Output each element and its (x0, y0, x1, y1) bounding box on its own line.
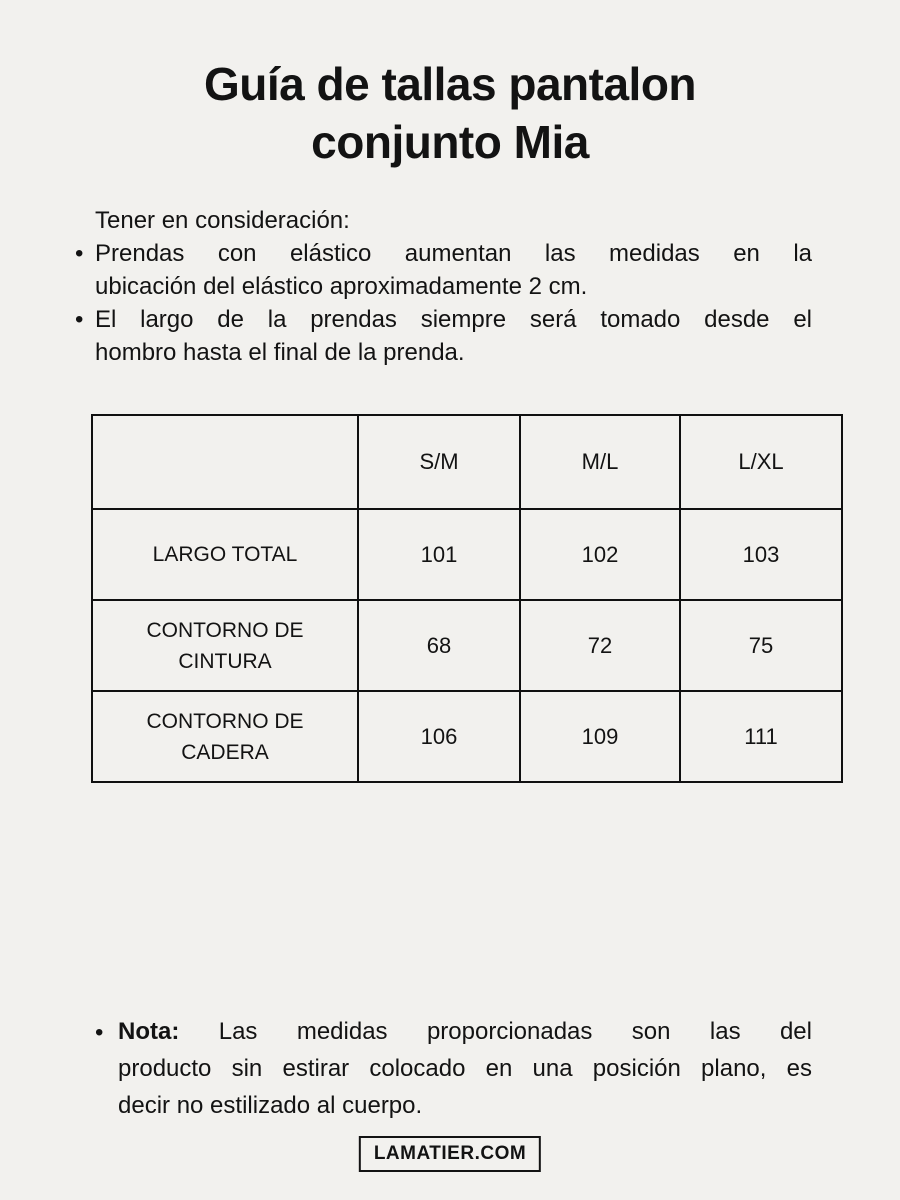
brand-badge (359, 1136, 541, 1172)
table-corner-cell (92, 415, 358, 509)
row-label-contorno-cintura (92, 600, 358, 691)
row-label-text: LARGO TOTAL (152, 543, 298, 566)
table-row-largo-total (92, 509, 842, 600)
bullet-icon: • (95, 1019, 104, 1046)
row-label-contorno-cadera (92, 691, 358, 782)
consideration-item-elastic (72, 237, 812, 303)
table-row-contorno-cintura (92, 600, 842, 691)
page-title-line-2: conjunto Mia (311, 116, 589, 168)
table-row-contorno-cadera (92, 691, 842, 782)
cell-cadera-ml: 109 (520, 691, 680, 782)
considerations-section (72, 204, 812, 369)
cell-cadera-sm: 106 (358, 691, 520, 782)
note-label: Nota: (118, 1018, 180, 1045)
brand-text: LAMATIER.COM (373, 1143, 527, 1164)
row-label-text: CONTORNO DE CINTURA (146, 618, 304, 673)
cell-cadera-lxl: 111 (680, 691, 842, 782)
considerations-list (72, 237, 812, 369)
cell-cintura-sm: 68 (358, 600, 520, 691)
page-title (0, 55, 900, 171)
column-header-sm: S/M (358, 415, 520, 509)
note-line-1-text: Las medidas proporcionadas son las del (218, 1018, 812, 1045)
row-label-largo-total (92, 509, 358, 600)
consideration-item-length (72, 303, 812, 369)
table-header-row (92, 415, 842, 509)
note-line-1 (118, 1013, 812, 1050)
cell-cintura-lxl: 75 (680, 600, 842, 691)
bullet-icon: • (75, 240, 84, 267)
consideration-item-elastic-line-2: ubicación del elástico aproximadamente 2 cm. (95, 273, 588, 300)
row-label-text: CONTORNO DE CADERA (146, 709, 304, 764)
consideration-item-length-line-2: hombro hasta el final de la prenda. (95, 339, 465, 366)
cell-largo-ml: 102 (520, 509, 680, 600)
note-line-3: decir no estilizado al cuerpo. (118, 1092, 423, 1119)
cell-largo-sm: 101 (358, 509, 520, 600)
size-guide-table (91, 414, 843, 783)
column-header-lxl: L/XL (680, 415, 842, 509)
note-section (95, 1013, 812, 1124)
column-header-ml: M/L (520, 415, 680, 509)
note-line-2: producto sin estirar colocado en una posición plano, es (118, 1055, 812, 1082)
page-title-line-1: Guía de tallas pantalon (203, 58, 697, 110)
consideration-item-elastic-line-1: Prendas con elástico aumentan las medidas en la (95, 240, 812, 267)
bullet-icon: • (75, 306, 84, 333)
cell-cintura-ml: 72 (520, 600, 680, 691)
cell-largo-lxl: 103 (680, 509, 842, 600)
consideration-item-length-line-1: El largo de la prendas siempre será tomado desde el (95, 306, 812, 333)
considerations-heading: Tener en consideración: (95, 207, 350, 234)
